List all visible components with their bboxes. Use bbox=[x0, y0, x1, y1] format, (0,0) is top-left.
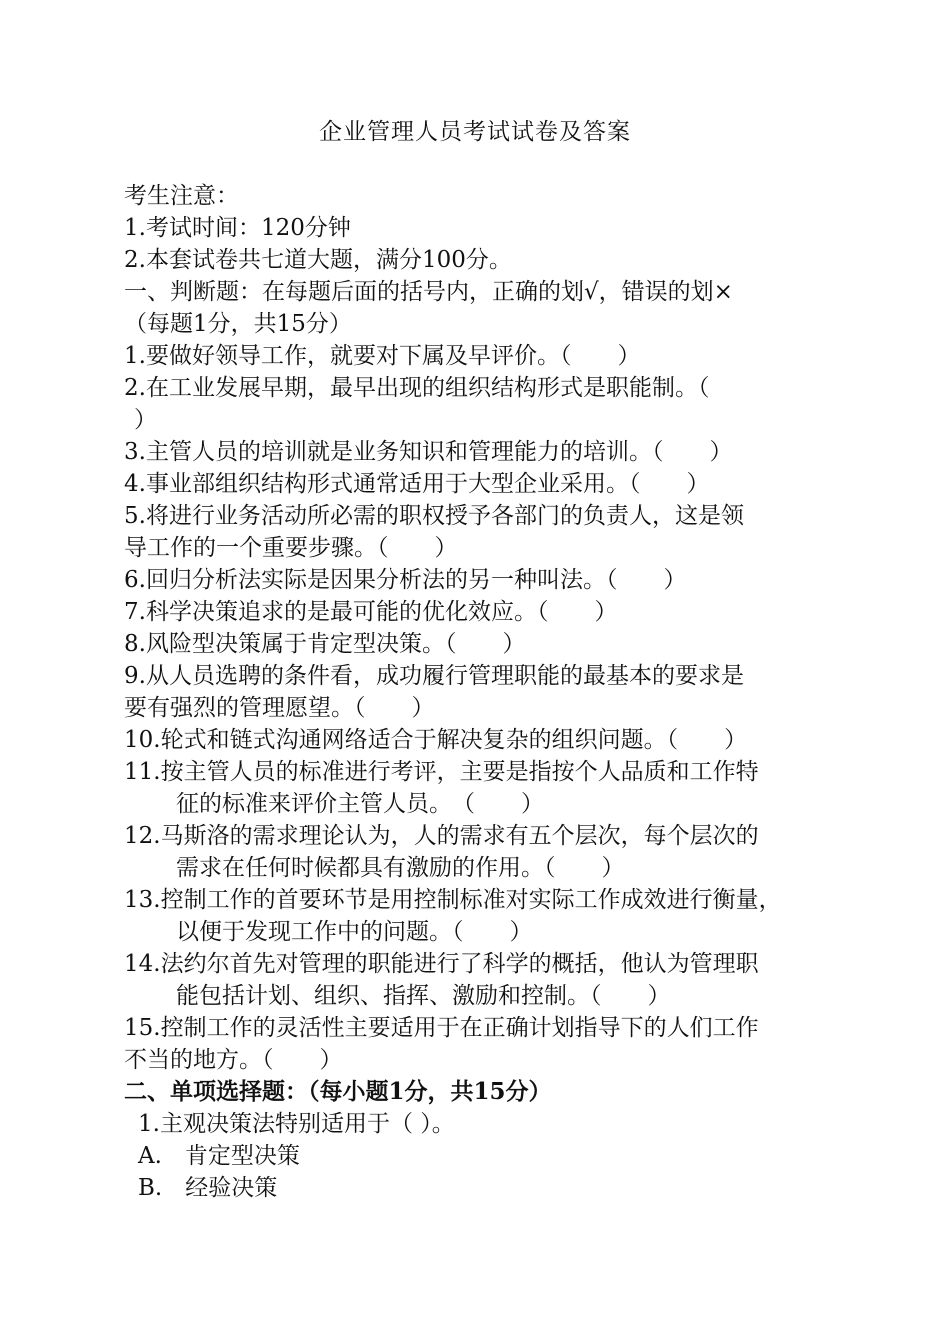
text-line: 征的标准来评价主管人员。 （ ） bbox=[176, 791, 544, 817]
text-line: 5.将进行业务活动所必需的职权授予各部门的负责人，这是领 bbox=[124, 503, 744, 529]
text-line: 11.按主管人员的标准进行考评，主要是指按个人品质和工作特 bbox=[124, 759, 759, 785]
text-line: 9.从人员选聘的条件看，成功履行管理职能的最基本的要求是 bbox=[124, 663, 744, 689]
text-line: 需求在任何时候都具有激励的作用。（ ） bbox=[176, 855, 625, 881]
text-line: 2.在工业发展早期，最早出现的组织结构形式是职能制。（ bbox=[124, 375, 710, 401]
text-line: 二、单项选择题：（每小题1分，共15分） bbox=[124, 1078, 552, 1105]
text-line: 一、判断题：在每题后面的括号内，正确的划√，错误的划× bbox=[124, 279, 733, 305]
text-line: 考生注意： bbox=[124, 183, 239, 209]
text-line: 7.科学决策追求的是最可能的优化效应。（ ） bbox=[124, 599, 618, 625]
text-line: 1.考试时间：120分钟 bbox=[124, 215, 351, 241]
text-line: 10.轮式和链式沟通网络适合于解决复杂的组织问题。（ ） bbox=[124, 727, 748, 753]
text-line: 13.控制工作的首要环节是用控制标准对实际工作成效进行衡量， bbox=[124, 887, 782, 913]
text-line: 不当的地方。（ ） bbox=[124, 1047, 343, 1073]
document-title: 企业管理人员考试试卷及答案 bbox=[319, 119, 631, 145]
text-line: （每题1分，共15分） bbox=[124, 311, 352, 337]
text-line: 3.主管人员的培训就是业务知识和管理能力的培训。（ ） bbox=[124, 439, 733, 465]
text-line: 6.回归分析法实际是因果分析法的另一种叫法。（ ） bbox=[124, 567, 687, 593]
document-body bbox=[124, 180, 844, 1204]
text-line: B. 经验决策 bbox=[138, 1175, 278, 1201]
text-line: 要有强烈的管理愿望。（ ） bbox=[124, 695, 435, 721]
text-line: 能包括计划、组织、指挥、激励和控制。（ ） bbox=[176, 983, 671, 1009]
text-line: 1.要做好领导工作，就要对下属及早评价。（ ） bbox=[124, 343, 641, 369]
text-line: 15.控制工作的灵活性主要适用于在正确计划指导下的人们工作 bbox=[124, 1015, 759, 1041]
text-line: 2.本套试卷共七道大题，满分100分。 bbox=[124, 247, 512, 273]
text-line: 14.法约尔首先对管理的职能进行了科学的概括，他认为管理职 bbox=[124, 951, 759, 977]
text-line: 导工作的一个重要步骤。（ ） bbox=[124, 535, 458, 561]
text-line: 4.事业部组织结构形式通常适用于大型企业采用。（ ） bbox=[124, 471, 710, 497]
text-line: ） bbox=[134, 407, 157, 433]
text-line: 8.风险型决策属于肯定型决策。（ ） bbox=[124, 631, 526, 657]
text-line: 12.马斯洛的需求理论认为，人的需求有五个层次，每个层次的 bbox=[124, 823, 759, 849]
text-line: 1.主观决策法特别适用于（ ）。 bbox=[138, 1111, 455, 1137]
text-line: A. 肯定型决策 bbox=[138, 1143, 300, 1169]
text-line: 以便于发现工作中的问题。（ ） bbox=[176, 919, 533, 945]
